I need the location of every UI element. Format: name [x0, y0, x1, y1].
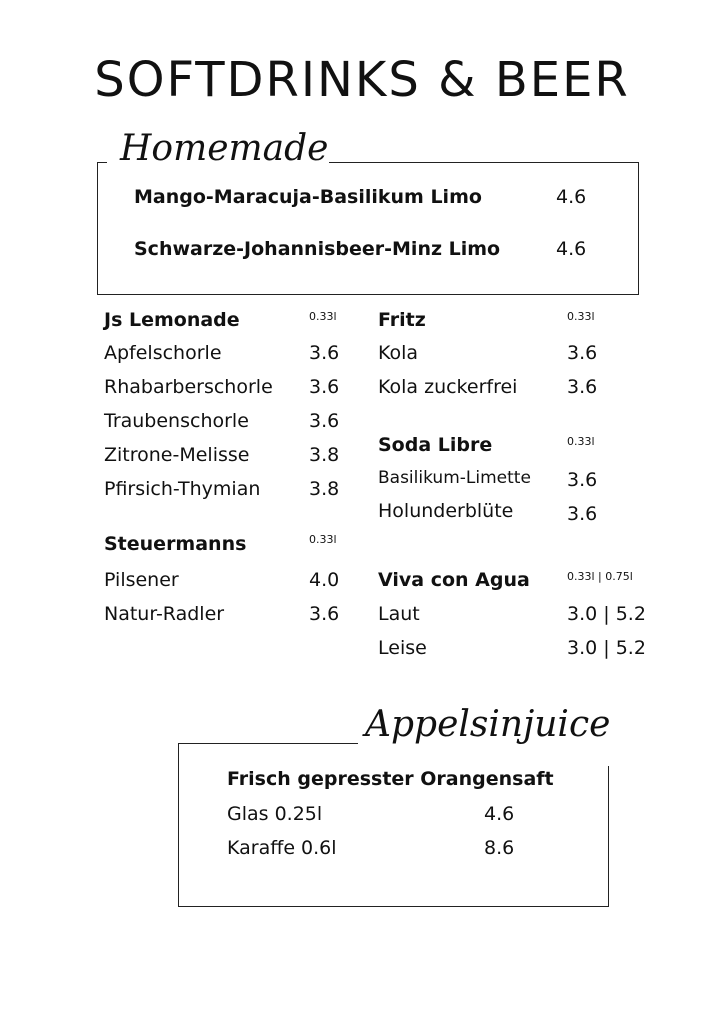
steuermanns-item-2: Natur-Radler: [104, 603, 225, 625]
juice-heading: Appelsinjuice: [365, 704, 611, 745]
fritz-volume: 0.33l: [567, 310, 595, 323]
soda-item-1: Basilikum-Limette: [378, 468, 531, 488]
js-item-4-price: 3.8: [309, 444, 340, 466]
steuermanns-item-2-price: 3.6: [309, 603, 340, 625]
viva-heading: Viva con Agua: [378, 569, 530, 591]
js-item-3: Traubenschorle: [104, 410, 249, 432]
page-title: SOFTDRINKS & BEER: [94, 52, 630, 108]
juice-item-1: Glas 0.25l: [227, 803, 323, 825]
fritz-heading: Fritz: [378, 309, 426, 331]
homemade-heading: Homemade: [120, 128, 329, 169]
js-item-1-price: 3.6: [309, 342, 340, 364]
steuermanns-volume: 0.33l: [309, 533, 337, 546]
js-item-1: Apfelschorle: [104, 342, 222, 364]
juice-item-2-price: 8.6: [484, 837, 515, 859]
js-item-3-price: 3.6: [309, 410, 340, 432]
steuermanns-item-1-price: 4.0: [309, 569, 340, 591]
soda-libre-volume: 0.33l: [567, 435, 595, 448]
homemade-item-2-name: Schwarze-Johannisbeer-Minz Limo: [134, 238, 501, 260]
juice-item-1-price: 4.6: [484, 803, 515, 825]
steuermanns-item-1: Pilsener: [104, 569, 179, 591]
homemade-frame: [97, 162, 639, 295]
viva-item-1-price: 3.0 | 5.2: [567, 603, 646, 625]
fritz-item-1-price: 3.6: [567, 342, 598, 364]
viva-item-1: Laut: [378, 603, 420, 625]
fritz-item-1: Kola: [378, 342, 419, 364]
js-item-2-price: 3.6: [309, 376, 340, 398]
soda-item-1-price: 3.6: [567, 469, 598, 491]
js-item-5: Pfirsich-Thymian: [104, 478, 261, 500]
fritz-item-2-price: 3.6: [567, 376, 598, 398]
js-lemonade-heading: Js Lemonade: [104, 309, 240, 331]
juice-item-2: Karaffe 0.6l: [227, 837, 337, 859]
fritz-item-2: Kola zuckerfrei: [378, 376, 518, 398]
homemade-item-2-price: 4.6: [556, 238, 587, 260]
soda-item-2: Holunderblüte: [378, 500, 514, 522]
steuermanns-heading: Steuermanns: [104, 533, 247, 555]
soda-item-2-price: 3.6: [567, 503, 598, 525]
js-item-2: Rhabarberschorle: [104, 376, 273, 398]
js-item-5-price: 3.8: [309, 478, 340, 500]
viva-item-2-price: 3.0 | 5.2: [567, 637, 646, 659]
js-item-4: Zitrone-Melisse: [104, 444, 250, 466]
soda-libre-heading: Soda Libre: [378, 434, 493, 456]
viva-item-2: Leise: [378, 637, 427, 659]
js-lemonade-volume: 0.33l: [309, 310, 337, 323]
homemade-item-1-name: Mango-Maracuja-Basilikum Limo: [134, 186, 482, 208]
juice-subtitle: Frisch gepresster Orangensaft: [227, 768, 554, 790]
viva-volume: 0.33l | 0.75l: [567, 570, 633, 583]
homemade-item-1-price: 4.6: [556, 186, 587, 208]
